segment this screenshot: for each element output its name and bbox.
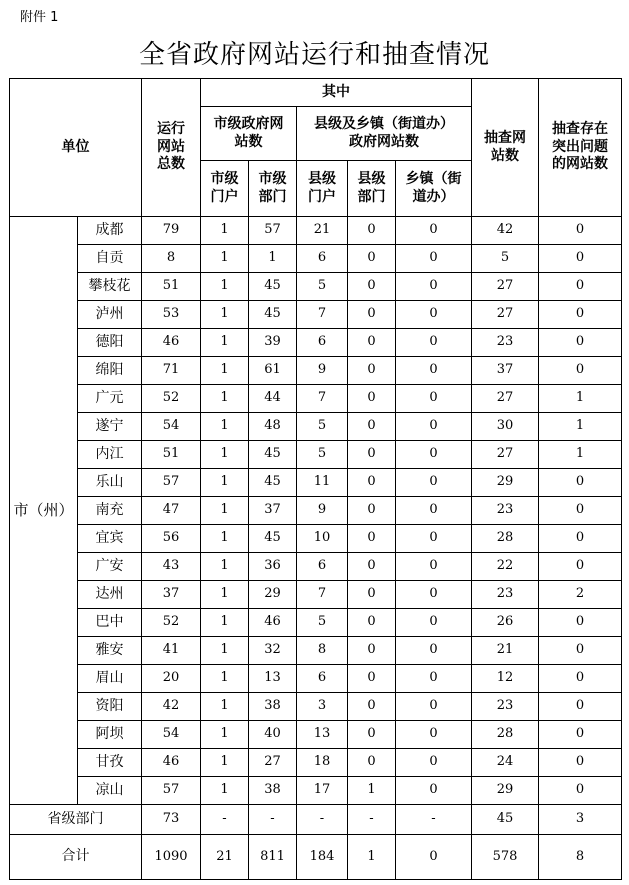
header-city-portal [201,161,249,217]
value-cell: 54 [142,413,201,441]
city-name-cell: 甘孜 [78,749,142,777]
value-cell: 0 [539,665,622,693]
value-cell: 0 [348,413,396,441]
provincial-row-label: 省级部门 [10,805,142,835]
table-row [10,525,622,553]
value-cell: 1 [539,413,622,441]
value-cell: 17 [297,777,348,805]
city-name-cell: 眉山 [78,665,142,693]
city-name-cell: 南充 [78,497,142,525]
value-cell: 52 [142,609,201,637]
value-cell: 12 [472,665,539,693]
value-cell: 0 [396,721,472,749]
value-cell: 0 [396,301,472,329]
value-cell: 42 [142,693,201,721]
value-cell: 2 [539,581,622,609]
value-cell: 1 [201,665,249,693]
value-cell: 0 [348,301,396,329]
value-cell: 27 [472,273,539,301]
value-cell: 0 [539,357,622,385]
value-cell: 1 [201,329,249,357]
value-cell: 1 [249,245,297,273]
value-cell: 53 [142,301,201,329]
header-county-dept-text: 县级 部门 [357,171,386,205]
provincial-row [10,805,622,835]
value-cell: 1090 [142,835,201,880]
value-cell: 5 [297,413,348,441]
table-row [10,637,622,665]
header-county-portal-text: 县级 门户 [308,171,336,205]
value-cell: 9 [297,357,348,385]
value-cell: 21 [201,835,249,880]
city-name-cell: 资阳 [78,693,142,721]
value-cell: 0 [396,609,472,637]
header-county-group-text: 县级及乡镇（街道办） 政府网站数 [314,116,454,150]
table-row [10,245,622,273]
value-cell: 0 [348,693,396,721]
value-cell: 45 [249,525,297,553]
value-cell: 24 [472,749,539,777]
city-name-cell: 绵阳 [78,357,142,385]
value-cell: 6 [297,245,348,273]
value-cell: 45 [249,441,297,469]
value-cell: 43 [142,553,201,581]
value-cell: 578 [472,835,539,880]
value-cell: 37 [142,581,201,609]
table-row [10,469,622,497]
value-cell: 0 [348,665,396,693]
value-cell: 0 [348,525,396,553]
attachment-label: 附件 1 [20,10,59,25]
value-cell: 27 [472,441,539,469]
value-cell: 0 [539,693,622,721]
header-problems [539,79,622,217]
value-cell: 45 [472,805,539,835]
table-row [10,721,622,749]
city-name-cell: 广安 [78,553,142,581]
table-row [10,217,622,245]
value-cell: 0 [396,441,472,469]
value-cell: 0 [348,581,396,609]
value-cell: 0 [396,749,472,777]
header-sampled-text: 抽查网 站数 [484,130,527,164]
value-cell: 1 [201,497,249,525]
value-cell: 57 [142,777,201,805]
value-cell: 46 [142,329,201,357]
header-town-text: 乡镇（街 道办） [405,171,462,205]
value-cell: 1 [201,245,249,273]
value-cell: 29 [249,581,297,609]
table-row [10,665,622,693]
value-cell: 38 [249,777,297,805]
value-cell: 38 [249,693,297,721]
value-cell: 1 [201,609,249,637]
value-cell: 52 [142,385,201,413]
city-name-cell: 宜宾 [78,525,142,553]
value-cell: 6 [297,665,348,693]
header-city-dept [249,161,297,217]
value-cell: 56 [142,525,201,553]
value-cell: 29 [472,777,539,805]
value-cell: - [249,805,297,835]
value-cell: 13 [249,665,297,693]
value-cell: 0 [396,525,472,553]
value-cell: 0 [396,581,472,609]
page-title: 全省政府网站运行和抽查情况 [138,40,490,70]
value-cell: 0 [396,245,472,273]
value-cell: 51 [142,441,201,469]
value-cell: 39 [249,329,297,357]
value-cell: 0 [539,469,622,497]
value-cell: 42 [472,217,539,245]
table-row [10,413,622,441]
table-row [10,273,622,301]
value-cell: 1 [201,469,249,497]
table-row [10,749,622,777]
value-cell: 0 [396,469,472,497]
header-city-dept-text: 市级 部门 [258,171,287,205]
header-town [396,161,472,217]
value-cell: - [297,805,348,835]
value-cell: 28 [472,721,539,749]
value-cell: 0 [539,497,622,525]
value-cell: 7 [297,581,348,609]
value-cell: - [201,805,249,835]
value-cell: 1 [201,749,249,777]
value-cell: 0 [396,665,472,693]
value-cell: 0 [539,329,622,357]
value-cell: 37 [472,357,539,385]
value-cell: 1 [201,217,249,245]
value-cell: 1 [201,413,249,441]
value-cell: 41 [142,637,201,665]
value-cell: 0 [348,245,396,273]
value-cell: 5 [297,609,348,637]
value-cell: 1 [348,835,396,880]
value-cell: 10 [297,525,348,553]
table-row [10,441,622,469]
value-cell: 811 [249,835,297,880]
value-cell: 22 [472,553,539,581]
value-cell: 46 [249,609,297,637]
value-cell: - [396,805,472,835]
value-cell: 0 [539,721,622,749]
value-cell: 3 [539,805,622,835]
city-name-cell: 广元 [78,385,142,413]
value-cell: 1 [539,441,622,469]
total-row [10,835,622,880]
city-name-cell: 凉山 [78,777,142,805]
value-cell: 36 [249,553,297,581]
value-cell: 0 [539,245,622,273]
value-cell: 1 [201,273,249,301]
value-cell: 0 [396,217,472,245]
value-cell: 0 [539,553,622,581]
value-cell: 0 [396,329,472,357]
value-cell: 20 [142,665,201,693]
value-cell: 46 [142,749,201,777]
header-problems-text: 抽查存在 突出问题 的网站数 [552,121,609,173]
value-cell: 0 [348,273,396,301]
value-cell: 5 [472,245,539,273]
header-county-group [297,107,472,161]
value-cell: 1 [348,777,396,805]
value-cell: 0 [396,553,472,581]
value-cell: 184 [297,835,348,880]
value-cell: 0 [396,357,472,385]
table-row [10,581,622,609]
value-cell: 48 [249,413,297,441]
city-name-cell: 泸州 [78,301,142,329]
value-cell: 71 [142,357,201,385]
header-city-group-text: 市级政府网 站数 [213,116,284,150]
city-name-cell: 成都 [78,217,142,245]
value-cell: 0 [348,217,396,245]
value-cell: 44 [249,385,297,413]
value-cell: 18 [297,749,348,777]
value-cell: 5 [297,441,348,469]
value-cell: 79 [142,217,201,245]
city-name-cell: 攀枝花 [78,273,142,301]
value-cell: 1 [201,553,249,581]
value-cell: 0 [348,469,396,497]
table-row [10,357,622,385]
header-sampled [472,79,539,217]
value-cell: 0 [539,301,622,329]
value-cell: 37 [249,497,297,525]
value-cell: 0 [539,749,622,777]
value-cell: 21 [297,217,348,245]
header-total [142,79,201,217]
city-name-cell: 达州 [78,581,142,609]
value-cell: 0 [539,777,622,805]
value-cell: 8 [539,835,622,880]
value-cell: 1 [201,441,249,469]
value-cell: 8 [142,245,201,273]
header-among: 其中 [201,79,472,107]
value-cell: 6 [297,553,348,581]
value-cell: 0 [396,693,472,721]
value-cell: 0 [539,525,622,553]
value-cell: - [348,805,396,835]
value-cell: 0 [348,385,396,413]
value-cell: 0 [396,413,472,441]
value-cell: 0 [396,835,472,880]
value-cell: 45 [249,273,297,301]
value-cell: 1 [201,581,249,609]
value-cell: 0 [348,637,396,665]
value-cell: 32 [249,637,297,665]
value-cell: 57 [249,217,297,245]
value-cell: 27 [249,749,297,777]
value-cell: 28 [472,525,539,553]
value-cell: 1 [201,693,249,721]
city-name-cell: 巴中 [78,609,142,637]
value-cell: 40 [249,721,297,749]
value-cell: 5 [297,273,348,301]
value-cell: 1 [201,385,249,413]
value-cell: 1 [201,525,249,553]
value-cell: 45 [249,301,297,329]
value-cell: 27 [472,385,539,413]
value-cell: 21 [472,637,539,665]
value-cell: 6 [297,329,348,357]
table-row [10,329,622,357]
value-cell: 7 [297,385,348,413]
value-cell: 23 [472,693,539,721]
value-cell: 23 [472,581,539,609]
value-cell: 1 [201,721,249,749]
value-cell: 29 [472,469,539,497]
city-name-cell: 遂宁 [78,413,142,441]
value-cell: 0 [348,721,396,749]
total-row-label: 合计 [10,835,142,880]
value-cell: 0 [396,637,472,665]
value-cell: 13 [297,721,348,749]
header-city-group [201,107,297,161]
value-cell: 0 [539,637,622,665]
value-cell: 0 [348,497,396,525]
value-cell: 47 [142,497,201,525]
value-cell: 0 [396,385,472,413]
value-cell: 73 [142,805,201,835]
value-cell: 0 [396,497,472,525]
table-row [10,693,622,721]
value-cell: 0 [396,777,472,805]
header-city-portal-text: 市级 门户 [210,171,239,205]
value-cell: 3 [297,693,348,721]
city-name-cell: 内江 [78,441,142,469]
value-cell: 23 [472,497,539,525]
table-row [10,385,622,413]
value-cell: 0 [396,273,472,301]
value-cell: 0 [348,749,396,777]
value-cell: 1 [201,357,249,385]
value-cell: 51 [142,273,201,301]
value-cell: 1 [539,385,622,413]
header-unit: 单位 [10,79,142,217]
value-cell: 1 [201,777,249,805]
city-name-cell: 德阳 [78,329,142,357]
header-county-portal [297,161,348,217]
header-county-dept [348,161,396,217]
header-total-text: 运行 网站 总数 [157,121,185,173]
value-cell: 0 [348,441,396,469]
value-cell: 27 [472,301,539,329]
value-cell: 57 [142,469,201,497]
statistics-table [9,78,622,880]
value-cell: 0 [348,329,396,357]
value-cell: 23 [472,329,539,357]
table-row [10,301,622,329]
value-cell: 0 [539,273,622,301]
table-row [10,609,622,637]
table-row [10,497,622,525]
value-cell: 0 [348,609,396,637]
value-cell: 0 [539,217,622,245]
group-label-cell: 市（州） [10,217,78,805]
value-cell: 1 [201,301,249,329]
value-cell: 61 [249,357,297,385]
value-cell: 30 [472,413,539,441]
value-cell: 54 [142,721,201,749]
table-row [10,777,622,805]
value-cell: 11 [297,469,348,497]
value-cell: 0 [539,609,622,637]
value-cell: 9 [297,497,348,525]
value-cell: 0 [348,357,396,385]
value-cell: 7 [297,301,348,329]
city-name-cell: 阿坝 [78,721,142,749]
value-cell: 8 [297,637,348,665]
city-name-cell: 自贡 [78,245,142,273]
city-name-cell: 乐山 [78,469,142,497]
city-name-cell: 雅安 [78,637,142,665]
table-row [10,553,622,581]
value-cell: 0 [348,553,396,581]
value-cell: 26 [472,609,539,637]
value-cell: 1 [201,637,249,665]
value-cell: 45 [249,469,297,497]
